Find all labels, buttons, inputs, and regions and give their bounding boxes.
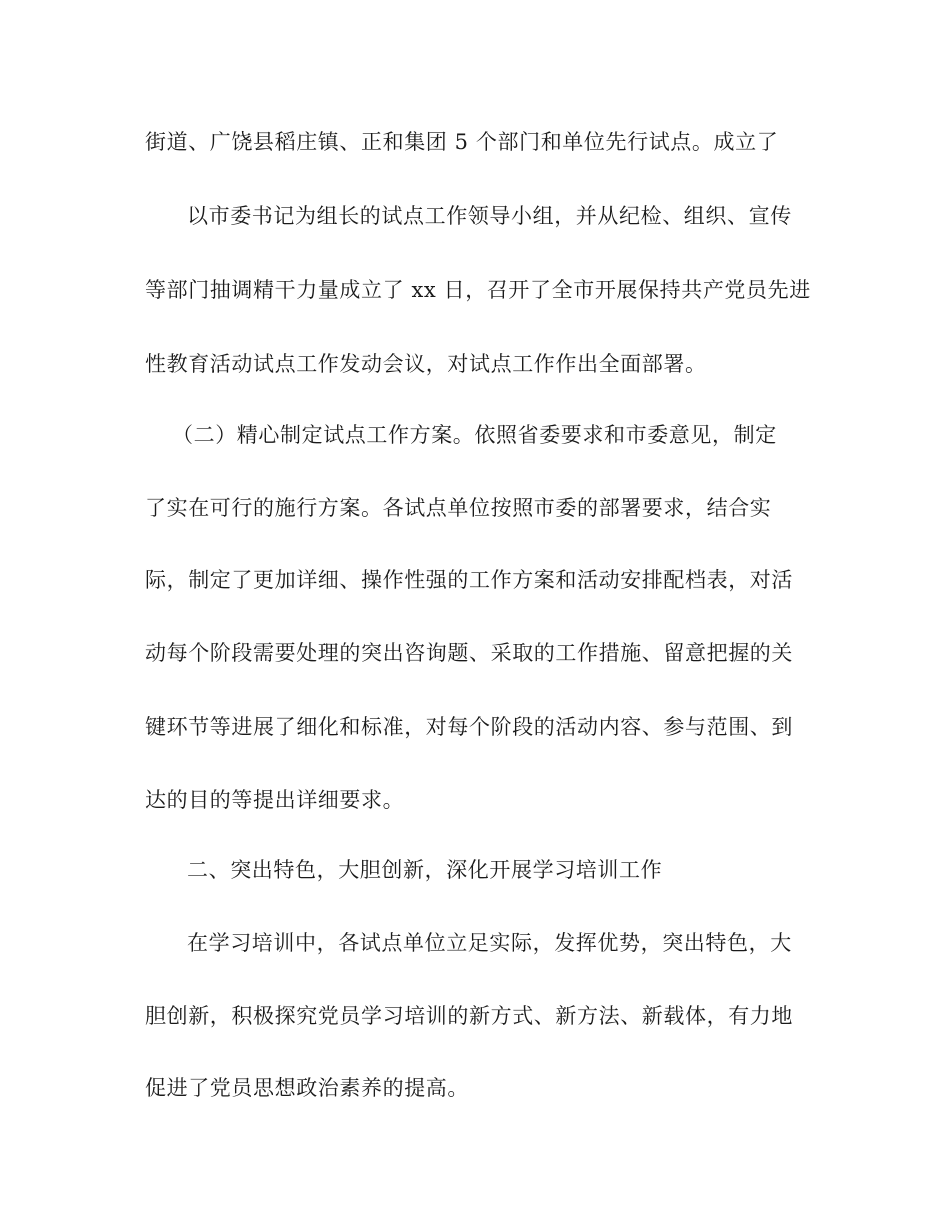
section-heading: 二、突出特色，大胆创新，深化开展学习培训工作	[187, 858, 663, 882]
paragraph-line-4: 性教育活动试点工作发动会议，对试点工作作出全面部署。	[145, 352, 707, 376]
paragraph-line-2: 以市委书记为组长的试点工作领导小组，并从纪检、组织、宣传	[187, 204, 792, 228]
paragraph-line-6: 了实在可行的施行方案。各试点单位按照市委的部署要求，结合实	[145, 496, 772, 520]
paragraph-line-12: 在学习培训中，各试点单位立足实际，发挥优势，突出特色，大	[187, 931, 792, 955]
paragraph-line-9: 键环节等进展了细化和标准，对每个阶段的活动内容、参与范围、到	[145, 715, 793, 739]
paragraph-line-13: 胆创新，积极探究党员学习培训的新方式、新方法、新载体，有力地	[145, 1004, 793, 1028]
paragraph-line-1: 街道、广饶县稻庄镇、正和集团 5 个部门和单位先行试点。成立了	[145, 130, 779, 154]
paragraph-line-14: 促进了党员思想政治素养的提高。	[145, 1076, 469, 1100]
paragraph-line-3: 等部门抽调精干力量成立了 xx 日，召开了全市开展保持共产党员先进	[145, 278, 811, 302]
paragraph-line-10: 达的目的等提出详细要求。	[145, 788, 405, 812]
paragraph-line-7: 际，制定了更加详细、操作性强的工作方案和活动安排配档表，对活	[145, 568, 793, 592]
paragraph-line-5: （二）精心制定试点工作方案。依照省委要求和市委意见，制定	[172, 423, 777, 447]
paragraph-line-8: 动每个阶段需要处理的突出咨询题、采取的工作措施、留意把握的关	[145, 641, 793, 665]
